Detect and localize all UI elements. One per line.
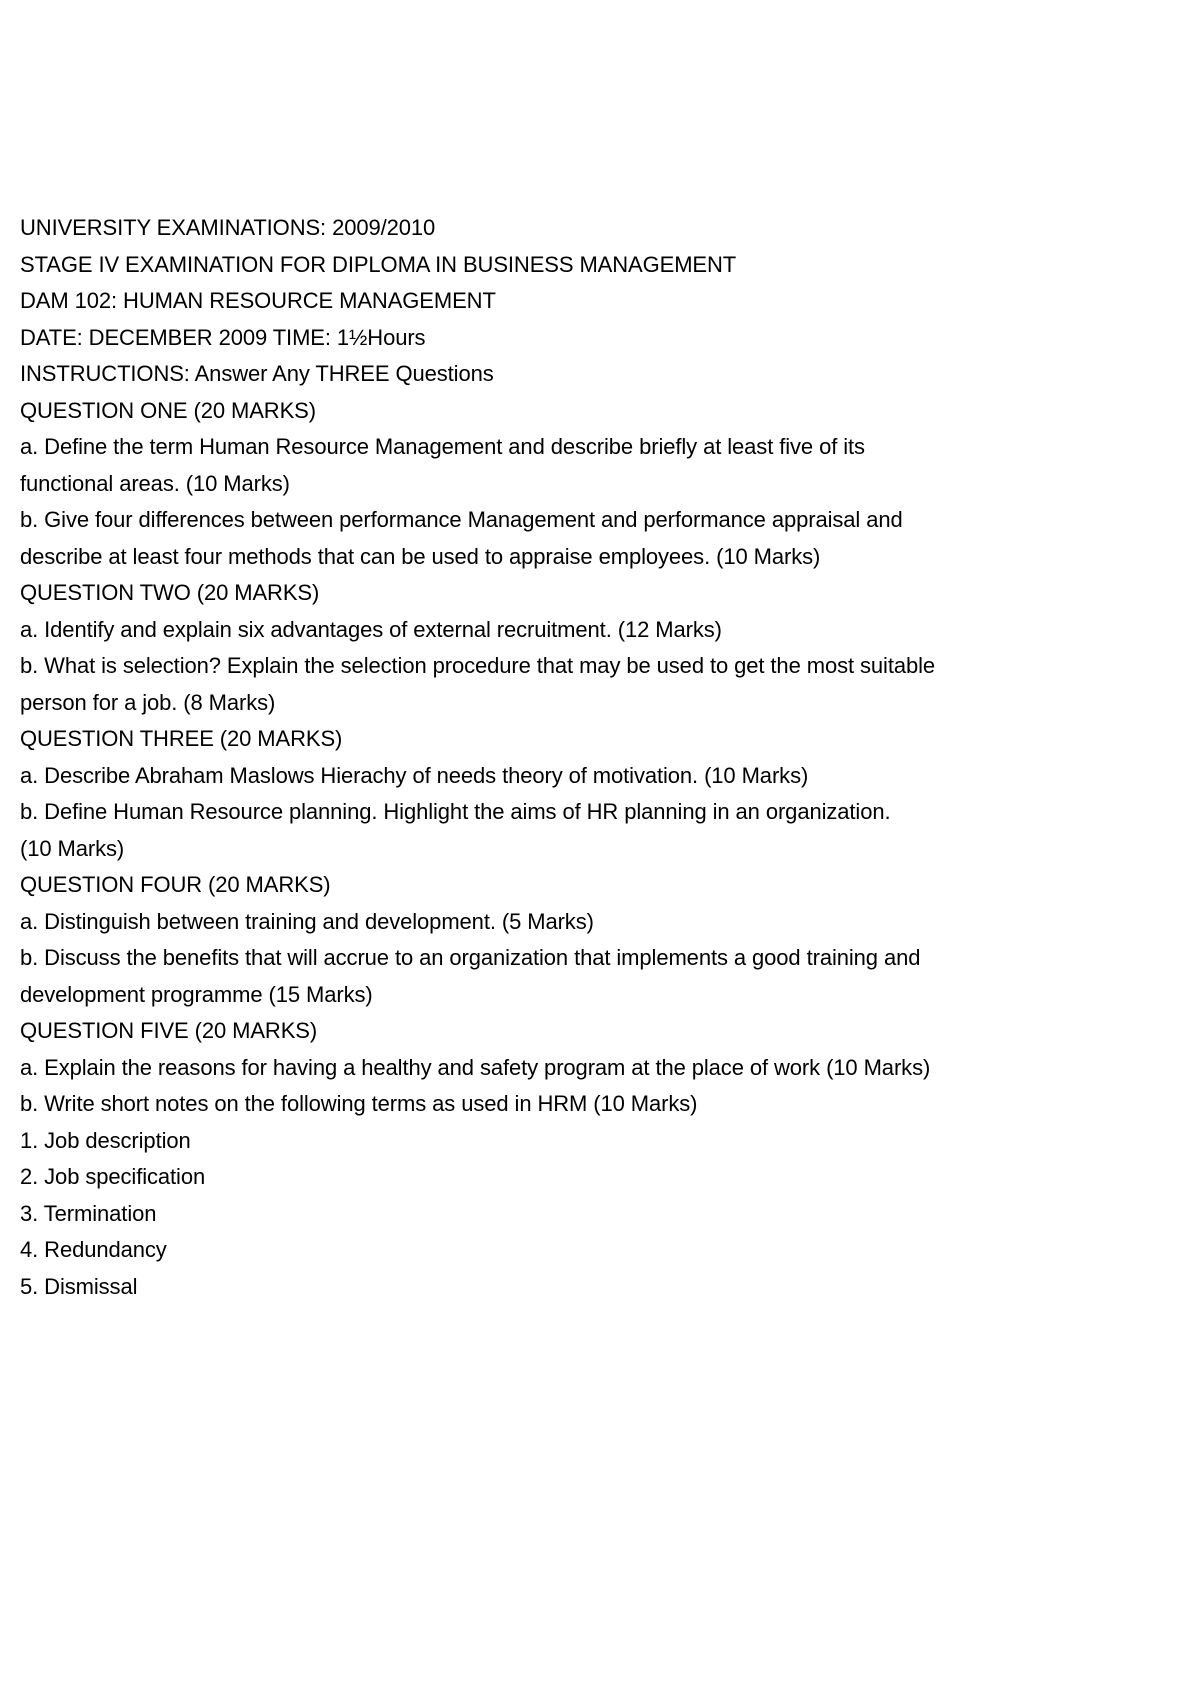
date-time-line: DATE: DECEMBER 2009 TIME: 1½Hours xyxy=(20,324,426,350)
stage-header: STAGE IV EXAMINATION FOR DIPLOMA IN BUSINESS MANAGEMENT xyxy=(20,251,737,277)
question-two-b-line-1: b. What is selection? Explain the selection procedure that may be used to get the most suitable xyxy=(20,653,936,678)
university-header: UNIVERSITY EXAMINATIONS: 2009/2010 xyxy=(20,215,436,240)
question-one-a-line-1: a. Define the term Human Resource Management and describe briefly at least five of its xyxy=(20,434,865,459)
question-four-heading: QUESTION FOUR (20 MARKS) xyxy=(20,872,331,897)
question-three-heading: QUESTION THREE (20 MARKS) xyxy=(20,726,343,751)
question-one-heading: QUESTION ONE (20 MARKS) xyxy=(20,397,316,423)
question-one-a-line-2: functional areas. (10 Marks) xyxy=(20,470,290,496)
question-three-b-line-1: b. Define Human Resource planning. Highlight the aims of HR planning in an organization. xyxy=(20,799,891,824)
exam-document xyxy=(20,210,1120,1305)
question-three-a-line-1: a. Describe Abraham Maslows Hierachy of needs theory of motivation. (10 Marks) xyxy=(20,762,809,788)
question-two-b-line-2: person for a job. (8 Marks) xyxy=(20,689,276,715)
list-item: 1. Job description xyxy=(20,1127,191,1153)
question-four-a-line-1: a. Distinguish between training and development. (5 Marks) xyxy=(20,908,594,934)
question-one-b-line-2: describe at least four methods that can be used to appraise employees. (10 Marks) xyxy=(20,543,821,569)
instructions-line: INSTRUCTIONS: Answer Any THREE Questions xyxy=(20,361,494,386)
question-four-b-line-2: development programme (15 Marks) xyxy=(20,981,373,1007)
question-five-heading: QUESTION FIVE (20 MARKS) xyxy=(20,1018,318,1043)
list-item: 5. Dismissal xyxy=(20,1273,138,1299)
question-two-a-line-1: a. Identify and explain six advantages of external recruitment. (12 Marks) xyxy=(20,616,722,642)
list-item: 4. Redundancy xyxy=(20,1237,167,1262)
question-five-a-line-1: a. Explain the reasons for having a healthy and safety program at the place of work (10 Marks) xyxy=(20,1054,931,1080)
question-two-heading: QUESTION TWO (20 MARKS) xyxy=(20,580,320,605)
question-one-b-line-1: b. Give four differences between performance Management and performance appraisal and xyxy=(20,507,903,532)
question-three-b-line-2: (10 Marks) xyxy=(20,835,125,861)
question-four-b-line-1: b. Discuss the benefits that will accrue to an organization that implements a good training and xyxy=(20,945,921,970)
list-item: 2. Job specification xyxy=(20,1164,206,1189)
list-item: 3. Termination xyxy=(20,1200,157,1226)
question-five-b-line-1: b. Write short notes on the following terms as used in HRM (10 Marks) xyxy=(20,1091,698,1116)
course-header: DAM 102: HUMAN RESOURCE MANAGEMENT xyxy=(20,288,496,313)
